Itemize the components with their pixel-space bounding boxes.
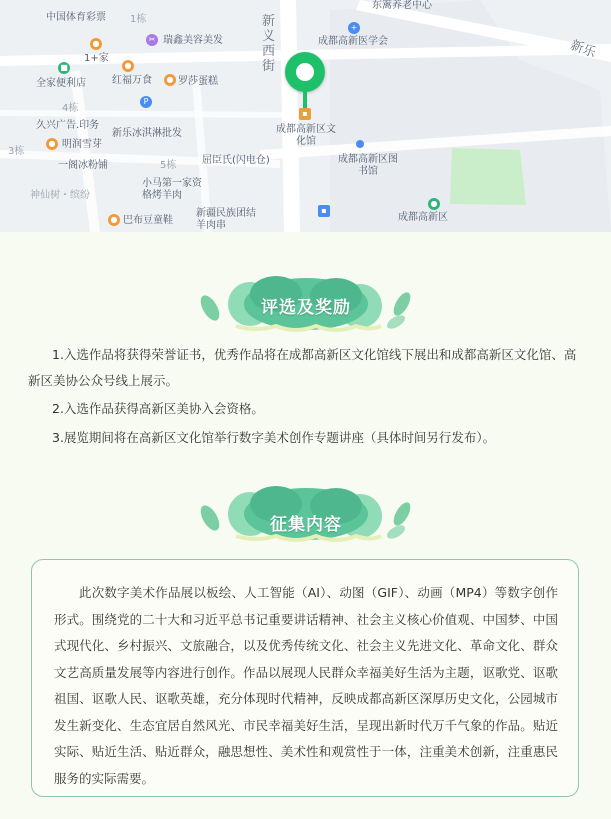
map-label: 新疆民族团结羊肉串 [196,208,256,231]
poi-icon: ● [428,198,440,210]
map-label: 4栋 [62,103,79,114]
shop-poi-icon: ● [90,38,102,50]
content-description: 此次数字美术作品展以板绘、人工智能（AI）、动图（GIF）、动画（MP4）等数字创作形式。围绕党的二十大和习近平总书记重要讲话精神、社会主义核心价值观、中国梦、中国式现代化、乡村振兴、文旅融合，以及优秀传统文化、社会主义先进文化、革命文化、群众文艺高质量发展等内容进行创作。作品以展现人民群众幸福美好生活为主题，讴歌党、讴歌祖国、讴歌人民、讴歌英雄，充分体现时代精神，反映成都高新区深厚历史文化，公园城市发生新变化、生态宜居自然风光、市民幸福美好生活，呈现出新时代万千气象的作品。贴近实际、贴近生活、贴近群众，融思想性、美术性和观赏性于一体，注重美术创新，注重惠民服务的实际需要。 [54,585,558,786]
parking-icon: P [140,96,152,108]
map-label: 全家便利店 [36,78,86,89]
map-label: 红福万食 [112,75,152,86]
map-label: 3栋 [8,146,25,157]
food-poi-icon: ● [122,60,134,72]
map-label: 1栋 [130,14,147,25]
library-poi-icon [356,140,364,148]
map-label: 新乐冰淇淋批发 [112,128,182,139]
bus-stop-icon: ▪ [318,205,330,217]
location-map[interactable] [0,0,611,232]
street-label: 新义西街 [262,14,276,74]
beauty-poi-icon: ✂ [146,34,158,46]
store-poi-icon: ■ [58,62,70,74]
map-label: 明润雪芽 [62,139,102,150]
museum-poi-icon: ▪ [299,108,311,120]
map-label: 一阁冰粉铺 [58,160,108,171]
shoe-poi-icon: ● [108,214,120,226]
map-label: 屈臣氏(闪电仓) [202,155,270,166]
map-label: 成都高新区图书馆 [338,154,398,177]
section-title: 征集内容 [270,515,342,535]
map-label: 成都高新医学会 [318,36,388,47]
section-title: 评选及奖励 [261,298,351,318]
map-label: 罗莎蛋糕 [178,76,218,87]
map-label: 1+家 [84,53,109,64]
map-label: 巴布豆童鞋 [123,215,173,226]
map-label: 瑞鑫美容美发 [163,35,223,46]
map-label: 东篱养老中心 [372,0,432,11]
map-label: 成都高新区文化馆 [276,124,336,147]
award-item-2: 2.入选作品获得高新区美协入会资格。 [52,401,264,416]
map-label: 小马第一家资格烤羊肉 [142,178,202,201]
cake-poi-icon: ● [164,74,176,86]
map-label: 成都高新区 [398,212,448,223]
award-item-3: 3.展览期间将在高新区文化馆举行数字美术创作专题讲座（具体时间另行发布）。 [52,430,496,445]
section-header-awards [196,276,416,346]
map-label: 5栋 [160,160,177,171]
map-label: 中国体育彩票 [46,12,106,23]
section-header-content [196,486,416,556]
street-label: 新乐 [568,38,598,61]
award-item-1: 1.入选作品将获得荣誉证书，优秀作品将在成都高新区文化馆线下展出和成都高新区文化馆、高新区美协公众号线上展示。 [28,347,577,388]
content-box [31,559,579,797]
food-poi-icon: ● [46,138,58,150]
map-label: 久兴广告.印务 [36,120,100,131]
medical-poi-icon: + [348,22,360,34]
map-label: 神仙树・缤纷 [30,190,90,201]
location-pin-icon[interactable] [285,52,325,92]
